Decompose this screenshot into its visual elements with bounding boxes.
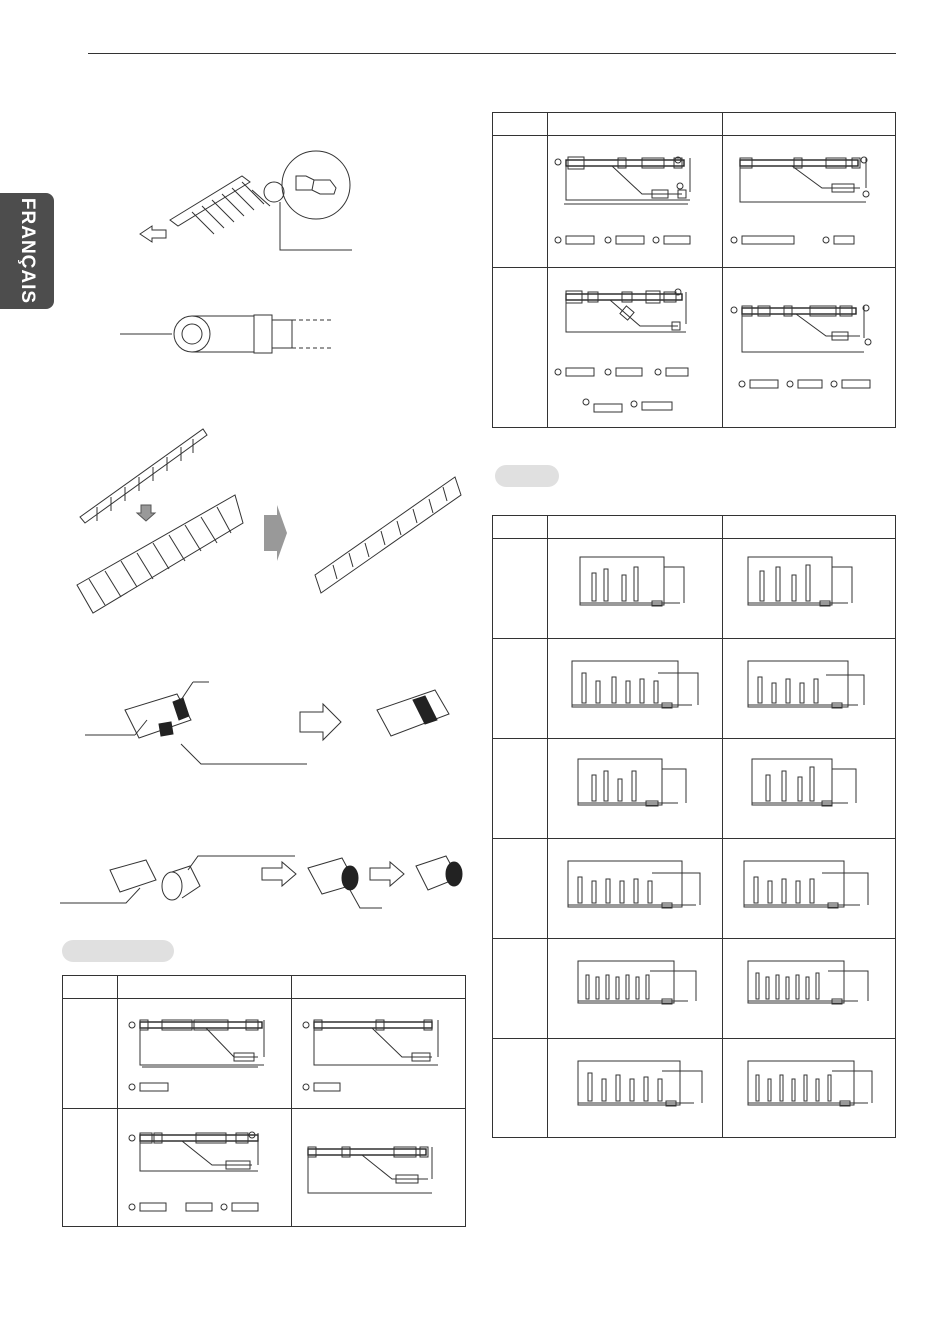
insulation-assembly-illustration	[75, 425, 470, 620]
language-tab[interactable]	[0, 193, 54, 309]
header-kit-drawings-left	[62, 975, 466, 1227]
pipe-wrap-illustration	[85, 680, 465, 765]
section-pill-right	[495, 465, 559, 487]
section-pill-left	[62, 940, 174, 962]
header-rule	[88, 53, 896, 54]
header-flush-illustration	[130, 150, 360, 260]
pipe-cap-illustration	[60, 850, 470, 915]
distributor-drawings	[492, 515, 896, 1138]
header-kit-drawings-right	[492, 112, 896, 428]
pipe-end-illustration	[120, 315, 340, 365]
language-tab-label: FRANÇAIS	[17, 197, 38, 305]
